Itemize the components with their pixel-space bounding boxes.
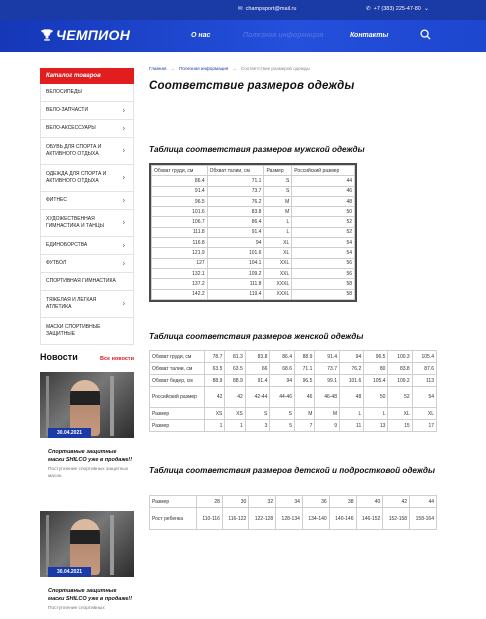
table-cell: 109.2	[388, 375, 412, 387]
table-cell: 63.5	[225, 363, 245, 375]
table-row	[150, 508, 437, 530]
news-header	[40, 352, 134, 362]
table-cell: 68.6	[270, 363, 295, 375]
column-header: Российский размер	[292, 166, 355, 176]
table-cell: 7	[295, 420, 315, 432]
sidebar-item-bike-parts[interactable]: ВЕЛО-ЗАПЧАСТИ ›	[40, 102, 134, 120]
table-cell: 1	[225, 420, 245, 432]
table-cell: 121.9	[152, 248, 208, 258]
table-cell: 142.2	[152, 289, 208, 299]
chevron-down-icon[interactable]: ⌄	[424, 6, 430, 12]
nav-about[interactable]: О нас	[191, 32, 211, 39]
table-cell: 106.7	[152, 217, 208, 227]
table-cell: 58	[292, 279, 355, 289]
news-card[interactable]	[40, 372, 134, 480]
table-cell: M	[295, 408, 315, 420]
table-cell: 71.1	[295, 363, 315, 375]
table-cell: 36	[302, 496, 329, 508]
sidebar-item-martial-arts[interactable]: ЕДИНОБОРСТВА ›	[40, 237, 134, 255]
table-cell: 28	[197, 496, 223, 508]
table-cell: 87.6	[412, 363, 436, 375]
table-cell: 42	[205, 387, 225, 408]
table-cell: 63.5	[205, 363, 225, 375]
table-cell: 54	[292, 248, 355, 258]
table-row	[152, 248, 355, 258]
table-cell: 30	[222, 496, 248, 508]
table-row	[150, 496, 437, 508]
women-table-title: Таблица соответствия размеров женской одежды	[149, 332, 364, 341]
table-cell: 134-140	[302, 508, 329, 530]
table-row	[152, 196, 355, 206]
row-label: Обхват груди, см	[150, 351, 205, 363]
table-cell: 111.8	[207, 279, 264, 289]
table-cell: 96.5	[152, 196, 208, 206]
table-row	[150, 375, 437, 387]
table-cell: 52	[292, 227, 355, 237]
table-cell: 119.4	[207, 289, 264, 299]
kids-size-table	[149, 495, 437, 530]
table-cell: 83.8	[245, 351, 270, 363]
breadcrumb-separator: →	[232, 66, 237, 71]
table-cell: 50	[364, 387, 388, 408]
table-cell: 113	[412, 375, 436, 387]
table-row	[150, 351, 437, 363]
table-cell: XL	[264, 238, 292, 248]
chevron-right-icon: ›	[122, 260, 125, 267]
news-title: Новости	[40, 352, 78, 362]
table-cell: 140-146	[329, 508, 356, 530]
table-cell: 3	[245, 420, 270, 432]
row-label: Обхват талии, см	[150, 363, 205, 375]
table-cell: 52	[292, 217, 355, 227]
table-cell: 46	[292, 186, 355, 196]
sidebar-item-football[interactable]: ФУТБОЛ ›	[40, 255, 134, 273]
table-cell: 38	[329, 496, 356, 508]
sidebar-item-shoes[interactable]: ОБУВЬ ДЛЯ СПОРТА И АКТИВНОГО ОТДЫХА ›	[40, 138, 134, 165]
table-cell: 52	[388, 387, 412, 408]
table-cell: 17	[412, 420, 436, 432]
table-row	[150, 387, 437, 408]
catalog-title: Каталог товаров	[40, 68, 134, 84]
trophy-icon	[40, 28, 54, 42]
table-cell: 48	[292, 196, 355, 206]
table-cell: 111.8	[152, 227, 208, 237]
chevron-right-icon: ›	[122, 242, 125, 249]
table-cell: 34	[276, 496, 303, 508]
table-cell: S	[245, 408, 270, 420]
table-cell: 80	[364, 363, 388, 375]
table-cell: XS	[205, 408, 225, 420]
kids-table-title: Таблица соответствия размеров детской и подростковой одежды	[149, 466, 435, 475]
sidebar-item-fitness[interactable]: ФИТНЕС ›	[40, 192, 134, 210]
table-cell: 76.2	[340, 363, 364, 375]
sidebar-item-gymnastics-dance[interactable]: ХУДОЖЕСТВЕННАЯ ГИМНАСТИКА И ТАНЦЫ ›	[40, 210, 134, 237]
row-label: Обхват бедер, см	[150, 375, 205, 387]
catalog-sidebar	[40, 68, 134, 345]
table-cell: 100.3	[388, 351, 412, 363]
logo[interactable]: ЧЕМПИОН	[40, 27, 130, 43]
table-cell: 88.9	[205, 375, 225, 387]
table-row	[150, 408, 437, 420]
table-row	[152, 207, 355, 217]
table-cell: 83.8	[207, 207, 264, 217]
breadcrumb-separator: →	[170, 66, 176, 71]
sidebar-item-sport-masks[interactable]: МАСКИ СПОРТИВНЫЕ ЗАЩИТНЫЕ	[40, 318, 134, 345]
breadcrumb	[149, 66, 449, 71]
sidebar-item-bicycles[interactable]: ВЕЛОСИПЕДЫ	[40, 84, 134, 102]
chevron-right-icon: ›	[122, 219, 125, 227]
table-cell: 91.4	[245, 375, 270, 387]
table-cell: XXL	[264, 268, 292, 278]
column-header: Размер	[264, 166, 292, 176]
table-cell: 73.7	[315, 363, 340, 375]
table-cell: 81.3	[225, 351, 245, 363]
table-cell: 46	[295, 387, 315, 408]
page-title: Соответствие размеров одежды	[149, 80, 355, 92]
table-cell: XL	[388, 408, 412, 420]
table-header-row	[152, 166, 355, 176]
breadcrumb-current: Соответствие размеров одежды	[240, 66, 310, 71]
table-cell: XXL	[264, 258, 292, 268]
table-cell: L	[340, 408, 364, 420]
table-cell: 122-128	[249, 508, 276, 530]
table-cell: 40	[356, 496, 383, 508]
table-cell: L	[364, 408, 388, 420]
table-cell: 83.8	[388, 363, 412, 375]
table-cell: 48	[340, 387, 364, 408]
table-cell: 91.4	[315, 351, 340, 363]
row-label: Размер	[150, 408, 205, 420]
table-cell: 146-152	[356, 508, 383, 530]
sidebar-item-sport-gymnastics[interactable]: СПОРТИВНАЯ ГИМНАСТИКА	[40, 273, 134, 291]
table-cell: S	[264, 176, 292, 186]
news-image[interactable]	[40, 511, 134, 577]
table-cell: 46-48	[315, 387, 340, 408]
table-cell: 11	[340, 420, 364, 432]
table-cell: 158-164	[410, 508, 437, 530]
row-label: Рост ребенка	[150, 508, 197, 530]
table-cell: 71.1	[207, 176, 264, 186]
table-cell: S	[270, 408, 295, 420]
table-cell: 42	[225, 387, 245, 408]
phone-link[interactable]: ✆ +7 (383) 225-47-80	[366, 6, 421, 12]
table-cell: 94	[340, 351, 364, 363]
table-cell: XL	[412, 408, 436, 420]
table-cell: 91.4	[207, 227, 264, 237]
table-cell: 86.4	[152, 176, 208, 186]
table-cell: 99.1	[315, 375, 340, 387]
table-cell: 56	[292, 268, 355, 278]
table-row	[152, 268, 355, 278]
table-cell: M	[315, 408, 340, 420]
news-excerpt: Поступление спортивных	[48, 606, 105, 611]
sidebar-item-athletics[interactable]: ТЯЖЕЛАЯ И ЛЕГКАЯ АТЛЕТИКА ›	[40, 291, 134, 318]
table-cell: 132.1	[152, 268, 208, 278]
table-cell: 42-44	[245, 387, 270, 408]
breadcrumb-home[interactable]: Главная	[149, 66, 167, 71]
search-icon[interactable]	[420, 29, 431, 40]
table-cell: 110-116	[197, 508, 223, 530]
table-cell: 50	[292, 207, 355, 217]
women-size-table	[149, 350, 437, 432]
column-header: Обхват талии, см	[207, 166, 264, 176]
table-row	[152, 217, 355, 227]
news-image[interactable]	[40, 372, 134, 438]
table-cell: XXXL	[264, 289, 292, 299]
news-headline[interactable]: Спортивные защитные маски SHILCO уже в продаже!!	[48, 449, 133, 463]
table-cell: 42	[383, 496, 410, 508]
table-row	[152, 289, 355, 299]
table-cell: M	[264, 207, 292, 217]
table-cell: 116-122	[222, 508, 248, 530]
table-row	[150, 363, 437, 375]
table-cell: 101.6	[340, 375, 364, 387]
table-cell: 66	[245, 363, 270, 375]
main-content	[149, 66, 449, 92]
table-cell: L	[264, 217, 292, 227]
table-cell: 9	[315, 420, 340, 432]
table-row	[150, 420, 437, 432]
table-cell: 128-134	[276, 508, 303, 530]
table-cell: 88.9	[295, 351, 315, 363]
sidebar-item-bike-accessories[interactable]: ВЕЛО-АКСЕССУАРЫ ›	[40, 120, 134, 138]
table-cell: XXXL	[264, 279, 292, 289]
nav-contacts[interactable]: Контакты	[350, 32, 389, 39]
table-cell: XS	[225, 408, 245, 420]
row-label: Размер	[150, 496, 197, 508]
news-date: 30.04.2021	[48, 567, 91, 577]
table-cell: 44-46	[270, 387, 295, 408]
table-cell: 44	[410, 496, 437, 508]
row-label: Российский размер	[150, 387, 205, 408]
table-cell: 94	[207, 238, 264, 248]
news-date: 30.04.2021	[48, 428, 91, 438]
table-cell: S	[264, 186, 292, 196]
table-cell: 54	[292, 238, 355, 248]
column-header: Обхват груди, см	[152, 166, 208, 176]
chevron-right-icon: ›	[122, 197, 125, 204]
table-cell: 58	[292, 289, 355, 299]
table-cell: 96.5	[295, 375, 315, 387]
table-cell: 78.7	[205, 351, 225, 363]
chevron-right-icon: ›	[122, 147, 125, 155]
table-row	[152, 227, 355, 237]
breadcrumb-section[interactable]: Полезная информация	[179, 66, 229, 71]
table-cell: 127	[152, 258, 208, 268]
table-row	[152, 258, 355, 268]
table-cell: XL	[264, 248, 292, 258]
table-cell: 73.7	[207, 186, 264, 196]
table-cell: 91.4	[152, 186, 208, 196]
chevron-right-icon: ›	[122, 125, 125, 132]
table-cell: 32	[249, 496, 276, 508]
table-cell: 101.6	[152, 207, 208, 217]
table-cell: 88.9	[225, 375, 245, 387]
men-size-table	[151, 165, 355, 300]
table-cell: 86.4	[270, 351, 295, 363]
chevron-right-icon: ›	[122, 300, 125, 308]
table-cell: 15	[388, 420, 412, 432]
table-cell: 152-158	[383, 508, 410, 530]
table-cell: 116.8	[152, 238, 208, 248]
news-excerpt: Поступление спортивных защитных масок.	[48, 467, 129, 479]
phone-icon: ✆	[366, 6, 371, 12]
top-bar	[0, 0, 486, 20]
sidebar-item-clothing[interactable]: ОДЕЖДА ДЛЯ СПОРТА И АКТИВНОГО ОТДЫХА ›	[40, 165, 134, 192]
table-row	[152, 238, 355, 248]
men-size-table-frame	[149, 163, 357, 302]
table-row	[152, 186, 355, 196]
news-headline[interactable]: Спортивные защитные маски SHILCO уже в продаже!!	[48, 588, 133, 602]
table-cell: 105.4	[412, 351, 436, 363]
table-cell: 86.4	[207, 217, 264, 227]
table-cell: 5	[270, 420, 295, 432]
table-cell: 137.2	[152, 279, 208, 289]
table-cell: 94	[270, 375, 295, 387]
chevron-right-icon: ›	[122, 174, 125, 182]
nav-useful-info[interactable]: Полезная информация	[243, 32, 324, 39]
table-cell: 105.4	[364, 375, 388, 387]
mail-icon: ✉	[238, 6, 243, 12]
chevron-right-icon: ›	[122, 107, 125, 114]
table-cell: 44	[292, 176, 355, 186]
table-cell: 1	[205, 420, 225, 432]
table-cell: 13	[364, 420, 388, 432]
table-cell: L	[264, 227, 292, 237]
table-cell: 56	[292, 258, 355, 268]
news-card[interactable]	[40, 511, 134, 612]
row-label: Размер	[150, 420, 205, 432]
table-cell: M	[264, 196, 292, 206]
men-table-title: Таблица соответствия размеров мужской одежды	[149, 145, 365, 154]
table-cell: 76.2	[207, 196, 264, 206]
all-news-link[interactable]: Все новости	[99, 356, 134, 362]
email-link[interactable]: ✉ champsport@mail.ru	[238, 6, 297, 12]
table-row	[152, 176, 355, 186]
table-row	[152, 279, 355, 289]
table-cell: 101.6	[207, 248, 264, 258]
table-cell: 109.2	[207, 268, 264, 278]
table-cell: 96.5	[364, 351, 388, 363]
table-cell: 54	[412, 387, 436, 408]
table-cell: 104.1	[207, 258, 264, 268]
